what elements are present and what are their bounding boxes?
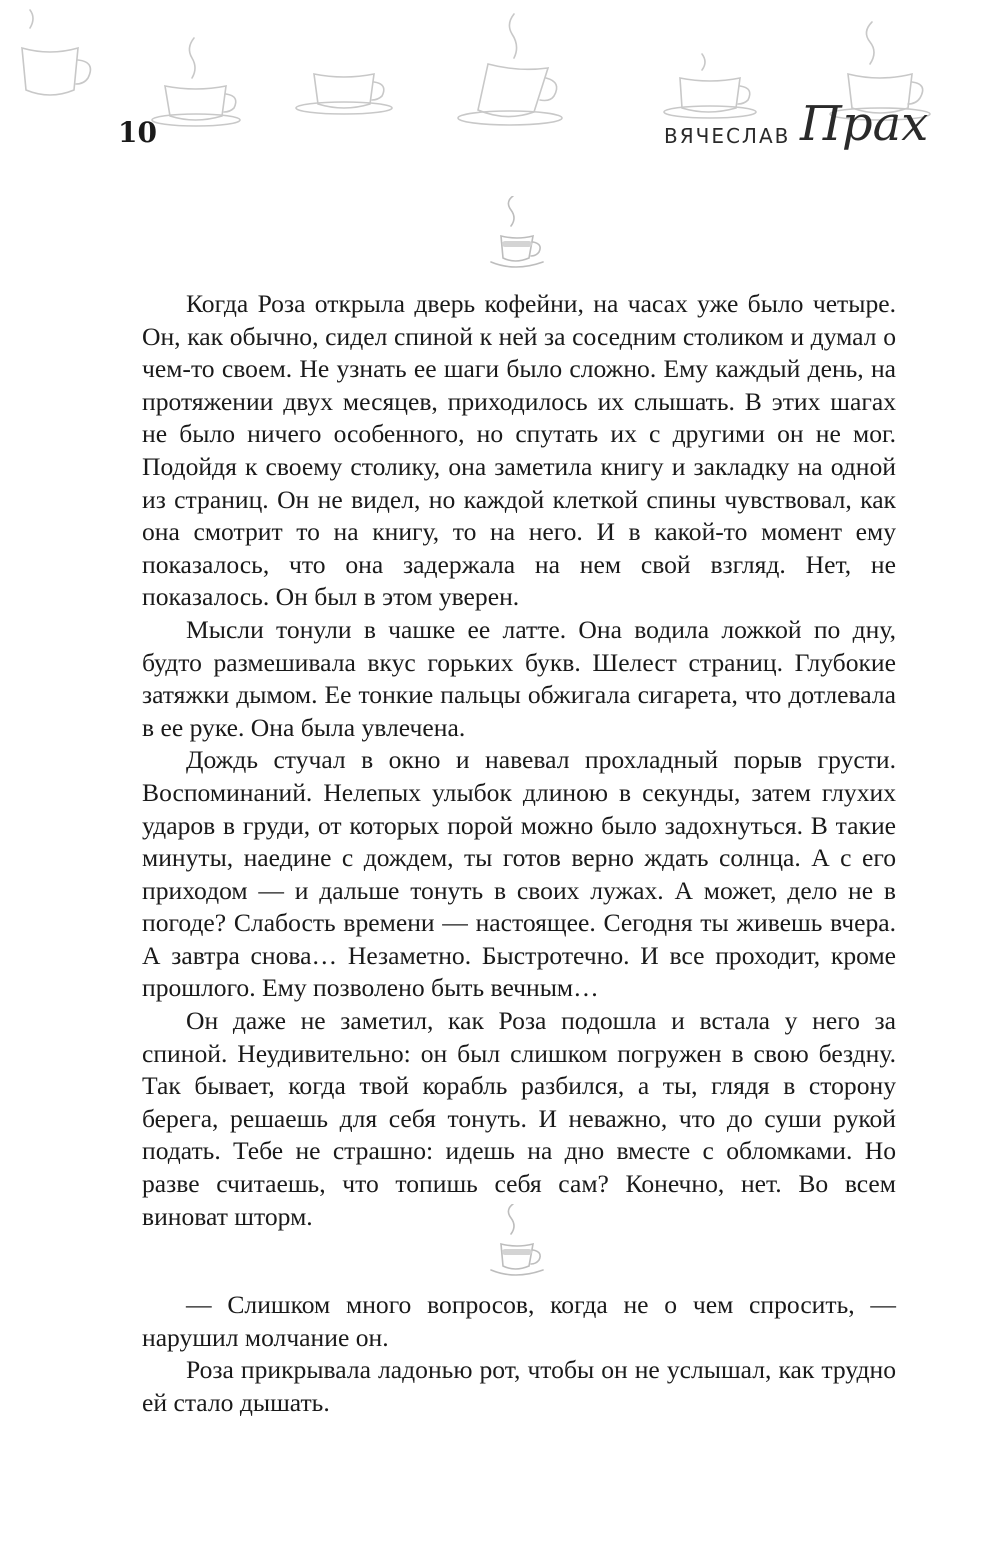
paragraph: Он даже не заметил, как Роза подошла и встала у него за спиной. Неудивительно: он был слишком погружен в свою бездну. Так бывает, когда твой корабль разбился, а ты, глядя в сторону берега, решаешь для себя тонуть. И неважно, что до суши рукой подать. Тебе не страшно: идешь на дно вместе с обломками. Но разве считаешь, что топишь себя сам? Конечно, нет. Во всем виноват шторм. — [142, 1006, 896, 1231]
coffee-cup-icon — [458, 14, 562, 125]
steaming-cup-icon — [481, 196, 551, 276]
coffee-cup-icon — [152, 38, 240, 126]
coffee-cup-icon — [664, 54, 756, 118]
paragraph: Мысли тонули в чашке ее латте. Она водила ложкой по дну, будто размешивала вкус горьких букв. Шелест страниц. Глубокие затяжки дымом. Ее тонкие пальцы обжигала сигарета, что дотлевала в ее руке. Она была увлечена. — [142, 614, 896, 742]
paragraph: Роза прикрывала ладонью рот, чтобы он не услышал, как трудно ей стало дышать. — [142, 1355, 896, 1417]
page-number: 10 — [118, 116, 157, 149]
paragraph: Дождь стучал в окно и навевал прохладный порыв грусти. Воспоминаний. Нелепых улыбок длиною в секунды, затем глухих ударов в груди, от которых порой можно было задохнуться. В такие минуты, наедине с дождем, ты готов верно ждать солнца. А с его приходом — и дальше тонуть в своих лужах. А может, дело не в погоде? Слабость времени — настоящее. Сегодня ты живешь вчера. А завтра снова… Незаметно. Быстротечно. И все проходит, кроме прошлого. Ему позволено быть вечным… — [142, 745, 896, 1003]
steaming-cup-icon — [481, 1204, 551, 1284]
running-head-title: Прах — [800, 96, 929, 152]
coffee-cup-icon — [296, 74, 392, 114]
dialogue-paragraph: — Слишком много вопросов, когда не о чем спросить, — нарушил молчание он. — [142, 1290, 896, 1352]
second-text-section — [142, 1289, 896, 1419]
coffee-cup-icon — [22, 10, 90, 95]
main-text-section — [142, 288, 896, 1233]
running-head-author: ВЯЧЕСЛАВ — [664, 124, 791, 148]
paragraph: Когда Роза открыла дверь кофейни, на часах уже было четыре. Он, как обычно, сидел спиной к ней за соседним столиком и думал о чем-то своем. Не узнать ее шаги было сложно. Ему каждый день, на протяжении двух месяцев, приходилось их слышать. В этих шагах не было ничего особенного, но спутать их с другими он не мог. Подойдя к своему столику, она заметила книгу и закладку на одной из страниц. Он не видел, но каждой клеткой спины чувствовал, как она смотрит то на книгу, то на него. И в какой-то момент ему показалось, что она задержала на нем свой взгляд. Нет, не показалось. Он был в этом уверен. — [142, 289, 896, 612]
